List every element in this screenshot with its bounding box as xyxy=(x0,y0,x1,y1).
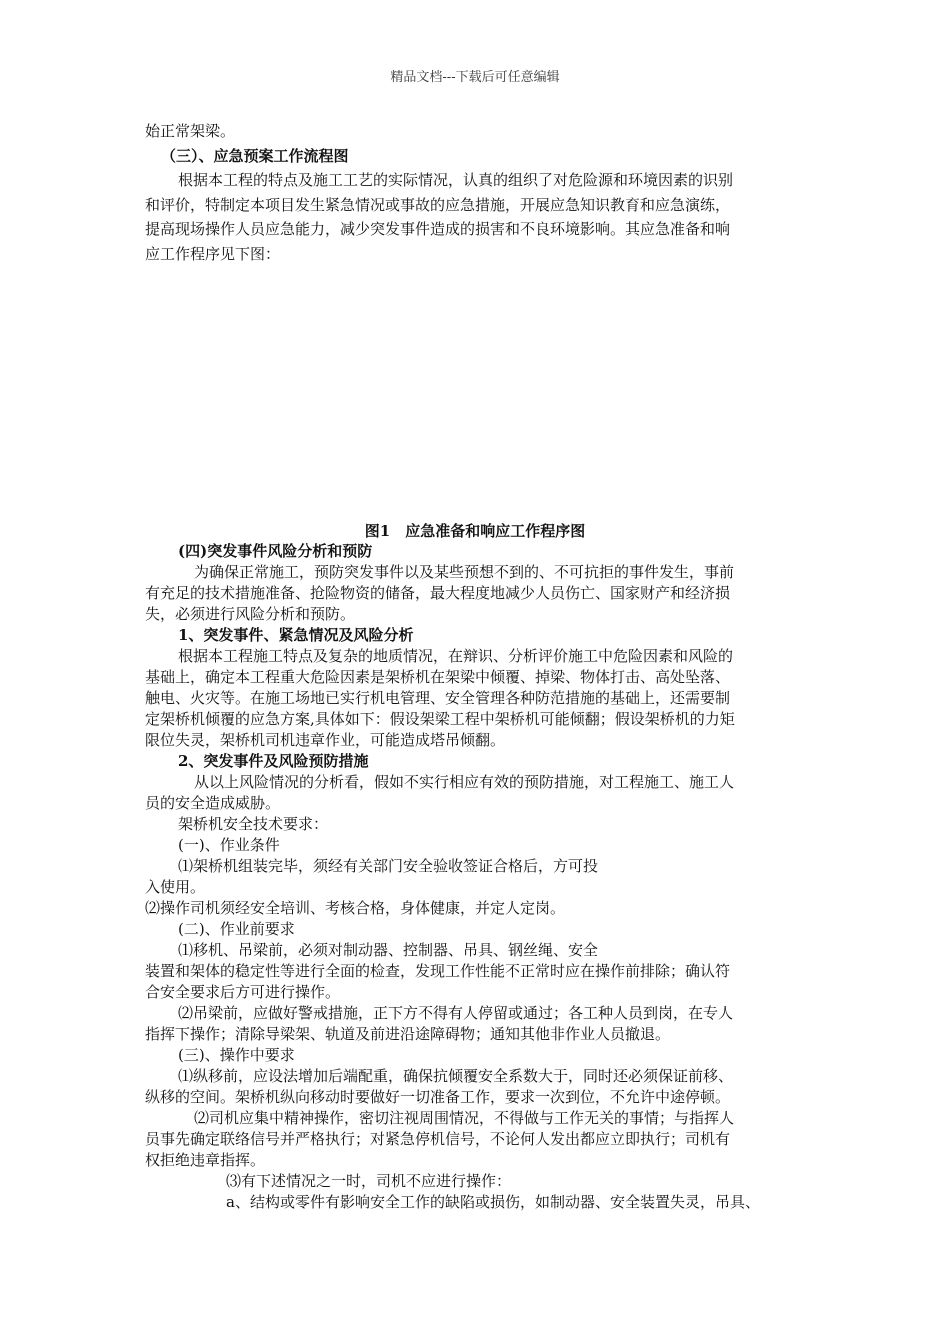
text-line: 根据本工程的特点及施工工艺的实际情况，认真的组织了对危险源和环境因素的识别 xyxy=(178,171,734,189)
text-line: 合安全要求后方可进行操作。 xyxy=(145,983,341,1001)
section-heading: （三）、应急预案工作流程图 xyxy=(161,147,349,165)
text-line: 员事先确定联络信号并严格执行；对紧急停机信号，不论何人发出都应立即执行；司机有 xyxy=(145,1130,731,1148)
figure-caption: 图1 应急准备和响应工作程序图 xyxy=(364,522,586,540)
text-line: 为确保正常施工，预防突发事件以及某些预想不到的、不可抗拒的事件发生，事前 xyxy=(194,563,735,581)
section-heading: (四)突发事件风险分析和预防 xyxy=(178,542,373,560)
text-line: ⑴架桥机组装完毕，须经有关部门安全验收签证合格后，方可投 xyxy=(178,857,599,875)
text-line: ⑴纵移前，应设法增加后端配重，确保抗倾覆安全系数大于，同时还必须保证前移、 xyxy=(178,1067,734,1085)
text-line: 入使用。 xyxy=(145,878,206,896)
text-line: 从以上风险情况的分析看，假如不实行相应有效的预防措施，对工程施工、施工人 xyxy=(194,773,735,791)
text-line: 应工作程序见下图： xyxy=(145,245,281,263)
text-line: 限位失灵，架桥机司机违章作业，可能造成塔吊倾翻。 xyxy=(145,731,506,749)
text-line: (一)、作业条件 xyxy=(178,836,280,854)
text-line: (二)、作业前要求 xyxy=(178,920,295,938)
text-line: ⑵吊梁前，应做好警戒措施，正下方不得有人停留或通过；各工种人员到岗，在专人 xyxy=(178,1004,734,1022)
section-heading: 1、突发事件、紧急情况及风险分析 xyxy=(178,626,414,644)
text-line: 触电、火灾等。在施工场地已实行机电管理、安全管理各种防范措施的基础上，还需要制 xyxy=(145,689,731,707)
text-line: 始正常架梁。 xyxy=(145,122,236,140)
text-line: ⑵操作司机须经安全培训、考核合格，身体健康，并定人定岗。 xyxy=(145,899,566,917)
text-line: a、结构或零件有影响安全工作的缺陷或损伤，如制动器、安全装置失灵，吊具、 xyxy=(226,1193,760,1211)
text-line: ⑵司机应集中精神操作，密切注视周围情况，不得做与工作无关的事情；与指挥人 xyxy=(194,1109,735,1127)
text-line: 指挥下操作；清除导梁架、轨道及前进沿途障碍物；通知其他非作业人员撤退。 xyxy=(145,1025,671,1043)
text-line: 根据本工程施工特点及复杂的地质情况，在辩识、分析评价施工中危险因素和风险的 xyxy=(178,647,734,665)
text-line: 权拒绝违章指挥。 xyxy=(145,1151,266,1169)
text-line: (三)、操作中要求 xyxy=(178,1046,295,1064)
text-line: 有充足的技术措施准备、抢险物资的储备，最大程度地减少人员伤亡、国家财产和经济损 xyxy=(145,584,731,602)
text-line: 基础上，确定本工程重大危险因素是架桥机在架梁中倾覆、掉梁、物体打击、高处坠落、 xyxy=(145,668,731,686)
text-line: 装置和架体的稳定性等进行全面的检查，发现工作性能不正常时应在操作前排除；确认符 xyxy=(145,962,731,980)
text-line: ⑴移机、吊梁前，必须对制动器、控制器、吊具、钢丝绳、安全 xyxy=(178,941,599,959)
section-heading: 2、突发事件及风险预防措施 xyxy=(178,752,369,770)
text-line: 失，必须进行风险分析和预防。 xyxy=(145,605,356,623)
text-line: 和评价，特制定本项目发生紧急情况或事故的应急措施，开展应急知识教育和应急演练， xyxy=(145,196,731,214)
page-header: 精品文档---下载后可任意编辑 xyxy=(390,70,560,85)
text-line: 纵移的空间。架桥机纵向移动时要做好一切准备工作，要求一次到位，不允许中途停顿。 xyxy=(145,1088,731,1106)
text-line: ⑶有下述情况之一时，司机不应进行操作： xyxy=(226,1172,512,1190)
text-line: 定架桥机倾覆的应急方案,具体如下：假设架梁工程中架桥机可能倾翻；假设架桥机的力矩 xyxy=(145,710,735,728)
text-line: 提高现场操作人员应急能力，减少突发事件造成的损害和不良环境影响。其应急准备和响 xyxy=(145,220,731,238)
text-line: 架桥机安全技术要求： xyxy=(178,815,329,833)
text-line: 员的安全造成威胁。 xyxy=(145,794,281,812)
